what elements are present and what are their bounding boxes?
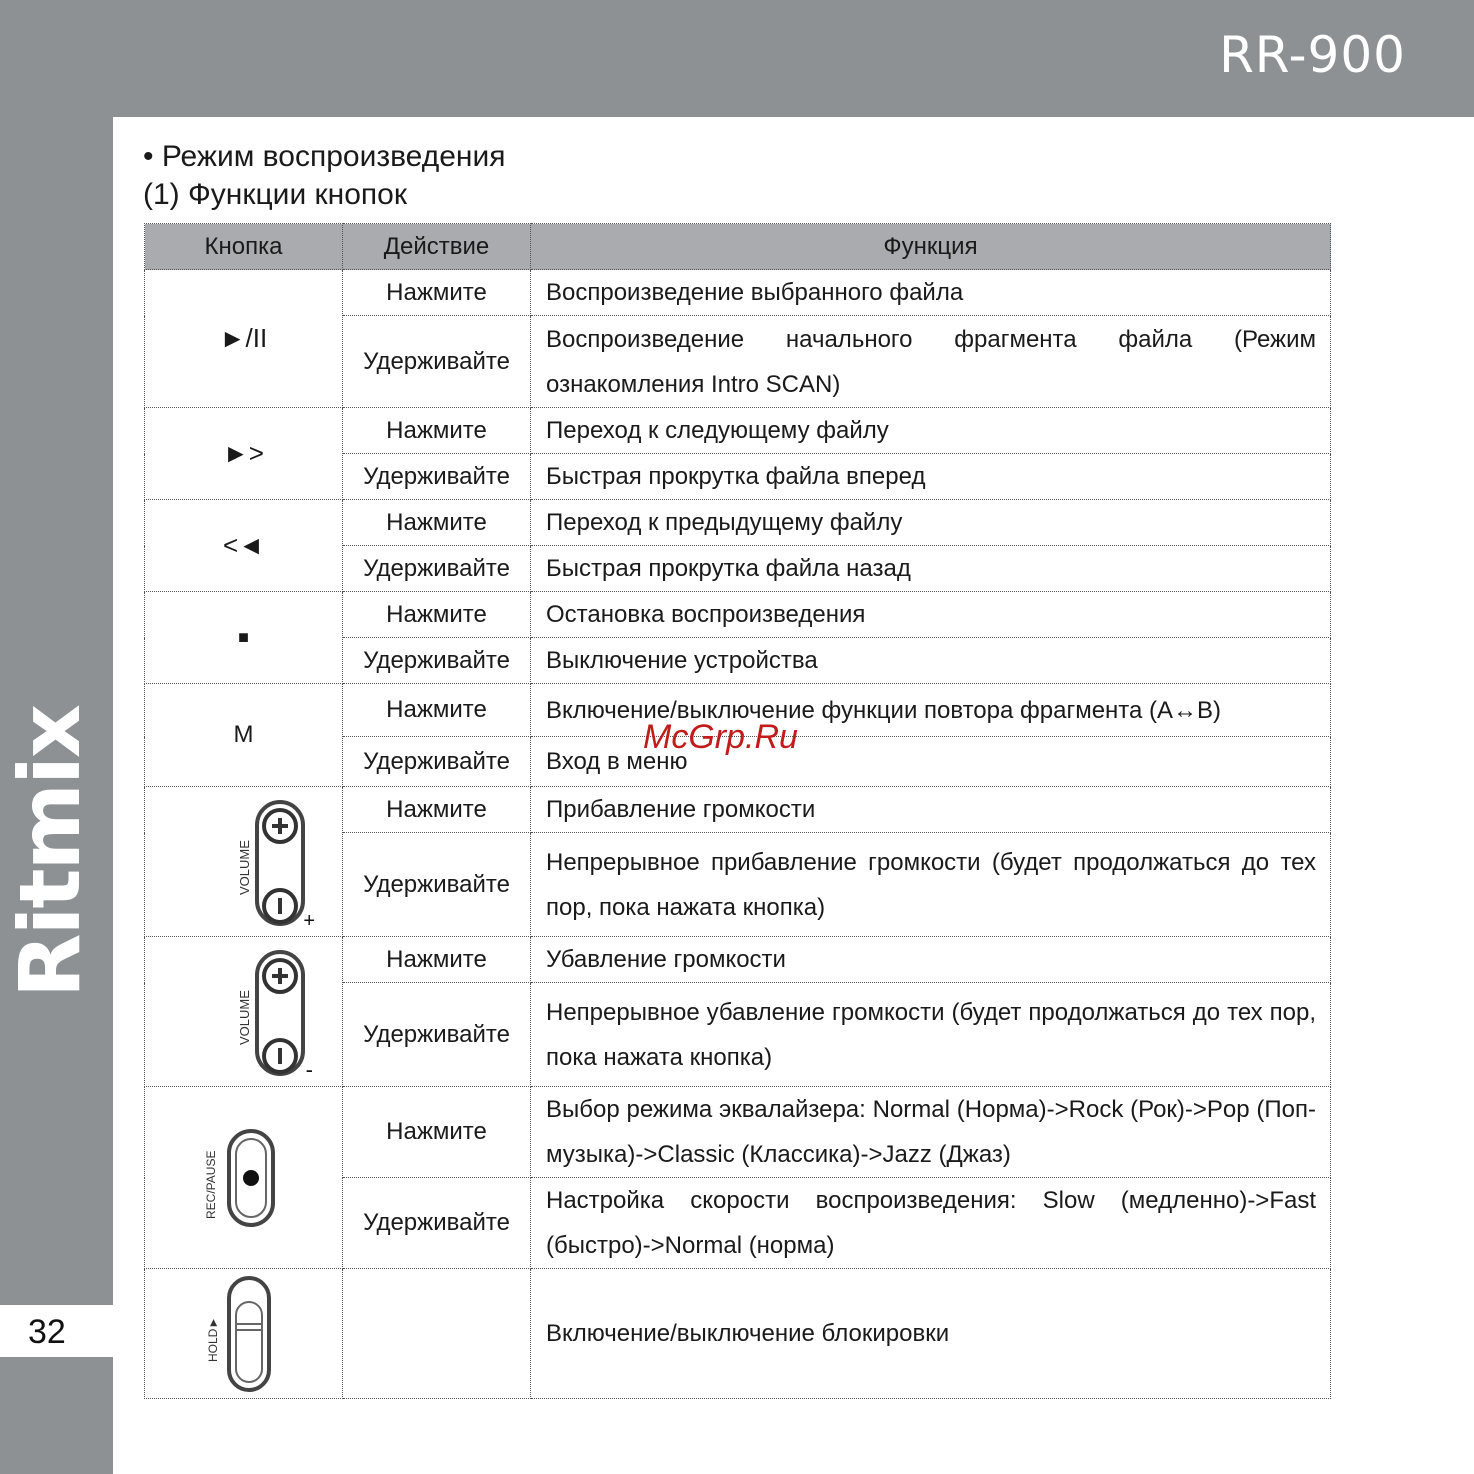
- function-cell: Непрерывное убавление громкости (будет продолжаться до тех пор, пока нажата кнопка): [531, 983, 1331, 1087]
- watermark: McGrp.Ru: [643, 718, 798, 756]
- header-button: Кнопка: [145, 224, 343, 270]
- function-cell: Включение/выключение функции повтора фрагмента (A↔B): [531, 684, 1331, 737]
- action-cell: Удерживайте: [343, 546, 531, 592]
- action-cell: [343, 1269, 531, 1399]
- function-cell: Прибавление громкости: [531, 787, 1331, 833]
- volume-label: VOLUME: [236, 839, 252, 895]
- function-cell: Быстрая прокрутка файла назад: [531, 546, 1331, 592]
- function-cell: Выбор режима эквалайзера: Normal (Норма)->Rock (Рок)->Pop (Поп-музыка)->Classic (Классика)->Jazz (Джаз): [531, 1087, 1331, 1178]
- action-cell: Нажмите: [343, 408, 531, 454]
- section-title: • Режим воспроизведения: [143, 140, 506, 173]
- table-row: [145, 408, 1331, 454]
- action-cell: Удерживайте: [343, 737, 531, 787]
- table-row: [145, 592, 1331, 638]
- next-button-cell: ►>: [145, 408, 343, 500]
- action-cell: Удерживайте: [343, 638, 531, 684]
- rec-pause-icon: [189, 1123, 299, 1233]
- function-cell: Убавление громкости: [531, 937, 1331, 983]
- table-row: [145, 1269, 1331, 1399]
- table-header: [145, 224, 1331, 270]
- action-cell: Нажмите: [343, 787, 531, 833]
- function-cell: Переход к следующему файлу: [531, 408, 1331, 454]
- volume-up-icon: [179, 792, 315, 932]
- function-cell: Воспроизведение начального фрагмента файла (Режим ознакомления Intro SCAN): [531, 316, 1331, 408]
- action-cell: Нажмите: [343, 684, 531, 737]
- hold-switch-cell: [145, 1269, 343, 1399]
- table-row: [145, 270, 1331, 316]
- volume-up-button-cell: [145, 787, 343, 937]
- stop-button-cell: ■: [145, 592, 343, 684]
- action-cell: Нажмите: [343, 270, 531, 316]
- volume-down-button-cell: [145, 937, 343, 1087]
- table-row: [145, 1087, 1331, 1178]
- volume-down-icon: [179, 942, 313, 1082]
- hold-label: HOLD►: [205, 1316, 220, 1362]
- volume-label: VOLUME: [236, 989, 252, 1045]
- brand-logo: Ritmix: [1, 705, 99, 999]
- function-cell: Быстрая прокрутка файла вперед: [531, 454, 1331, 500]
- action-cell: Удерживайте: [343, 316, 531, 408]
- volume-up-sign: +: [302, 909, 315, 932]
- play-pause-button-cell: ►/II: [145, 270, 343, 408]
- table-row: [145, 500, 1331, 546]
- header-function: Функция: [531, 224, 1331, 270]
- header-action: Действие: [343, 224, 531, 270]
- section-subtitle: (1) Функции кнопок: [143, 178, 407, 211]
- function-cell: Переход к предыдущему файлу: [531, 500, 1331, 546]
- action-cell: Нажмите: [343, 592, 531, 638]
- m-button-cell: M: [145, 684, 343, 787]
- function-cell: Настройка скорости воспроизведения: Slow (медленно)->Fast (быстро)->Normal (норма): [531, 1178, 1331, 1269]
- rec-pause-label: REC/PAUSE: [203, 1150, 218, 1219]
- hold-switch-icon: [189, 1272, 299, 1396]
- sidebar: [0, 117, 113, 1474]
- table-row: [145, 787, 1331, 833]
- action-cell: Нажмите: [343, 1087, 531, 1178]
- function-cell: Воспроизведение выбранного файла: [531, 270, 1331, 316]
- rec-pause-button-cell: [145, 1087, 343, 1269]
- table-row: [145, 937, 1331, 983]
- function-cell: Вход в меню: [531, 737, 1331, 787]
- action-cell: Удерживайте: [343, 454, 531, 500]
- function-cell: Выключение устройства: [531, 638, 1331, 684]
- page-number: 32: [28, 1313, 66, 1351]
- header-bar: [0, 0, 1474, 117]
- function-cell: Включение/выключение блокировки: [531, 1269, 1331, 1399]
- volume-down-sign: -: [305, 1056, 313, 1082]
- action-cell: Удерживайте: [343, 983, 531, 1087]
- action-cell: Нажмите: [343, 500, 531, 546]
- prev-button-cell: <◄: [145, 500, 343, 592]
- action-cell: Нажмите: [343, 937, 531, 983]
- function-cell: Остановка воспроизведения: [531, 592, 1331, 638]
- model-name: RR-900: [1219, 26, 1406, 84]
- page-number-box: [0, 1305, 113, 1357]
- button-functions-table: [144, 223, 1331, 1399]
- function-cell: Непрерывное прибавление громкости (будет продолжаться до тех пор, пока нажата кнопка): [531, 833, 1331, 937]
- action-cell: Удерживайте: [343, 1178, 531, 1269]
- action-cell: Удерживайте: [343, 833, 531, 937]
